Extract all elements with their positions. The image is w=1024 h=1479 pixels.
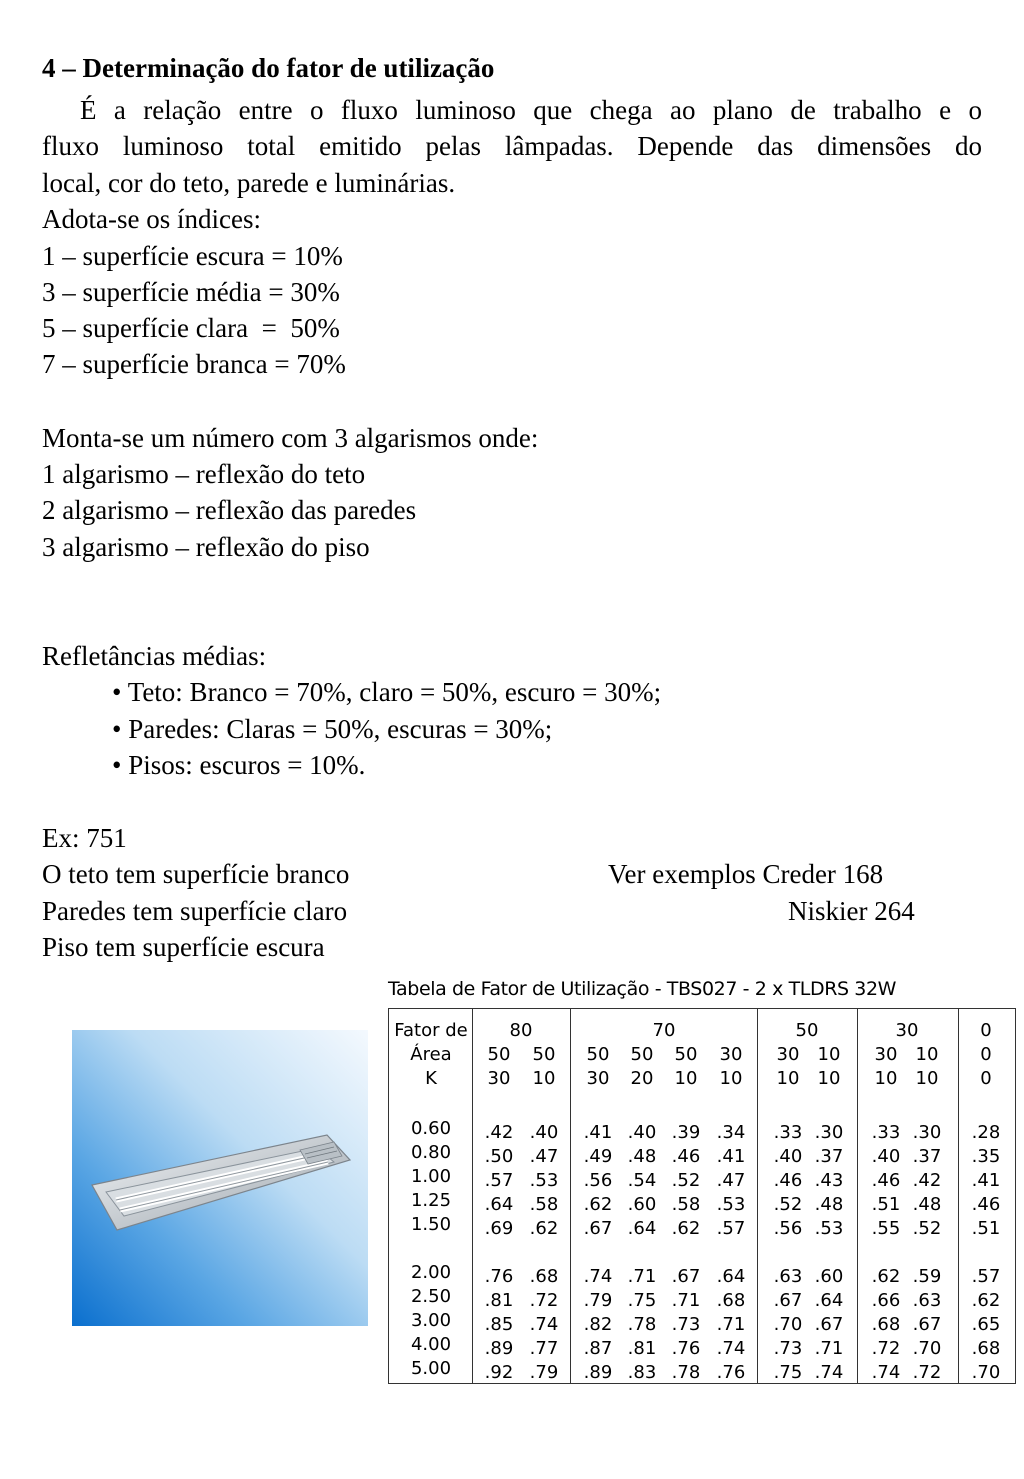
k-value: 4.00 bbox=[410, 1334, 452, 1355]
k-value: 0.60 bbox=[410, 1118, 452, 1139]
factor-value: .62 bbox=[529, 1218, 559, 1239]
factor-value: .46 bbox=[671, 1146, 701, 1167]
factor-value: .30 bbox=[814, 1122, 844, 1143]
header-floor-reflectance: 10 bbox=[674, 1068, 698, 1089]
factor-value: .42 bbox=[484, 1122, 514, 1143]
factor-value: .68 bbox=[716, 1290, 746, 1311]
factor-value: .47 bbox=[716, 1170, 746, 1191]
factor-value: .43 bbox=[814, 1170, 844, 1191]
header-floor-reflectance: 10 bbox=[532, 1068, 556, 1089]
factor-value: .51 bbox=[871, 1194, 901, 1215]
factor-value: .65 bbox=[971, 1314, 1001, 1335]
factor-value: .48 bbox=[627, 1146, 657, 1167]
k-value: 2.00 bbox=[410, 1262, 452, 1283]
header-wall-reflectance: 10 bbox=[915, 1044, 939, 1065]
factor-value: .67 bbox=[773, 1290, 803, 1311]
factor-value: .40 bbox=[627, 1122, 657, 1143]
factor-value: .89 bbox=[484, 1338, 514, 1359]
factor-value: .46 bbox=[773, 1170, 803, 1191]
factor-value: .52 bbox=[912, 1218, 942, 1239]
header-wall-reflectance: 30 bbox=[776, 1044, 800, 1065]
factor-value: .57 bbox=[484, 1170, 514, 1191]
column-divider bbox=[472, 1009, 473, 1383]
factor-value: .33 bbox=[773, 1122, 803, 1143]
factor-value: .73 bbox=[773, 1338, 803, 1359]
factor-value: .78 bbox=[671, 1362, 701, 1383]
factor-value: .83 bbox=[627, 1362, 657, 1383]
factor-value: .48 bbox=[912, 1194, 942, 1215]
intro-line-1: É a relação entre o fluxo luminoso que chega ao plano de trabalho e o bbox=[80, 95, 982, 125]
factor-value: .59 bbox=[912, 1266, 942, 1287]
factor-value: .60 bbox=[627, 1194, 657, 1215]
factor-value: .63 bbox=[773, 1266, 803, 1287]
header-wall-reflectance: 50 bbox=[532, 1044, 556, 1065]
header-floor-reflectance: 0 bbox=[980, 1068, 992, 1089]
reflectance-item: • Paredes: Claras = 50%, escuras = 30%; bbox=[112, 714, 553, 744]
column-divider bbox=[958, 1009, 959, 1383]
factor-value: .49 bbox=[583, 1146, 613, 1167]
factor-value: .52 bbox=[773, 1194, 803, 1215]
header-floor-reflectance: 20 bbox=[630, 1068, 654, 1089]
header-floor-reflectance: 10 bbox=[874, 1068, 898, 1089]
factor-value: .71 bbox=[627, 1266, 657, 1287]
factor-value: .41 bbox=[583, 1122, 613, 1143]
factor-value: .74 bbox=[529, 1314, 559, 1335]
factor-value: .58 bbox=[671, 1194, 701, 1215]
k-value: 5.00 bbox=[410, 1358, 452, 1379]
example-title: Ex: 751 bbox=[42, 823, 127, 853]
factor-value: .35 bbox=[971, 1146, 1001, 1167]
index-item: 7 – superfície branca = 70% bbox=[42, 349, 346, 379]
factor-value: .73 bbox=[671, 1314, 701, 1335]
factor-value: .62 bbox=[671, 1218, 701, 1239]
factor-value: .53 bbox=[716, 1194, 746, 1215]
factor-value: .30 bbox=[912, 1122, 942, 1143]
factor-value: .53 bbox=[529, 1170, 559, 1191]
header-label: Área bbox=[410, 1044, 452, 1065]
luminaire-illustration bbox=[72, 1030, 368, 1326]
factor-value: .81 bbox=[627, 1338, 657, 1359]
k-value: 3.00 bbox=[410, 1310, 452, 1331]
factor-value: .66 bbox=[871, 1290, 901, 1311]
utilization-factor-table bbox=[388, 1008, 1016, 1384]
k-value: 1.50 bbox=[410, 1214, 452, 1235]
header-ceiling-reflectance: 50 bbox=[795, 1020, 819, 1041]
factor-value: .89 bbox=[583, 1362, 613, 1383]
factor-value: .41 bbox=[716, 1146, 746, 1167]
factor-value: .71 bbox=[716, 1314, 746, 1335]
header-ceiling-reflectance: 0 bbox=[980, 1020, 992, 1041]
digit-item: 2 algarismo – reflexão das paredes bbox=[42, 495, 417, 525]
factor-value: .54 bbox=[627, 1170, 657, 1191]
section-heading: 4 – Determinação do fator de utilização bbox=[42, 53, 495, 83]
intro-line-3: local, cor do teto, parede e luminárias. bbox=[42, 168, 456, 198]
index-item: 5 – superfície clara = 50% bbox=[42, 313, 340, 343]
reflectance-item: • Teto: Branco = 70%, claro = 50%, escuro = 30%; bbox=[112, 677, 662, 707]
factor-value: .70 bbox=[773, 1314, 803, 1335]
factor-value: .34 bbox=[716, 1122, 746, 1143]
factor-value: .57 bbox=[716, 1218, 746, 1239]
column-divider bbox=[857, 1009, 858, 1383]
header-wall-reflectance: 0 bbox=[980, 1044, 992, 1065]
factor-value: .74 bbox=[814, 1362, 844, 1383]
digit-item: 3 algarismo – reflexão do piso bbox=[42, 532, 370, 562]
factor-value: .64 bbox=[627, 1218, 657, 1239]
column-divider bbox=[570, 1009, 571, 1383]
factor-value: .41 bbox=[971, 1170, 1001, 1191]
factor-value: .68 bbox=[871, 1314, 901, 1335]
factor-value: .69 bbox=[484, 1218, 514, 1239]
header-wall-reflectance: 30 bbox=[874, 1044, 898, 1065]
factor-value: .46 bbox=[971, 1194, 1001, 1215]
factor-value: .58 bbox=[529, 1194, 559, 1215]
k-value: 2.50 bbox=[410, 1286, 452, 1307]
header-floor-reflectance: 10 bbox=[817, 1068, 841, 1089]
factor-value: .75 bbox=[627, 1290, 657, 1311]
header-wall-reflectance: 50 bbox=[487, 1044, 511, 1065]
factor-value: .92 bbox=[484, 1362, 514, 1383]
factor-value: .62 bbox=[971, 1290, 1001, 1311]
factor-value: .52 bbox=[671, 1170, 701, 1191]
header-wall-reflectance: 50 bbox=[630, 1044, 654, 1065]
factor-value: .42 bbox=[912, 1170, 942, 1191]
factor-value: .75 bbox=[773, 1362, 803, 1383]
factor-value: .70 bbox=[971, 1362, 1001, 1383]
reflectance-item: • Pisos: escuros = 10%. bbox=[112, 750, 366, 780]
header-floor-reflectance: 30 bbox=[487, 1068, 511, 1089]
factor-value: .76 bbox=[671, 1338, 701, 1359]
factor-value: .77 bbox=[529, 1338, 559, 1359]
factor-value: .47 bbox=[529, 1146, 559, 1167]
factor-value: .78 bbox=[627, 1314, 657, 1335]
factor-value: .82 bbox=[583, 1314, 613, 1335]
factor-value: .72 bbox=[912, 1362, 942, 1383]
factor-value: .60 bbox=[814, 1266, 844, 1287]
factor-value: .51 bbox=[971, 1218, 1001, 1239]
factor-value: .62 bbox=[583, 1194, 613, 1215]
example-line: Paredes tem superfície claro bbox=[42, 896, 348, 926]
factor-value: .74 bbox=[583, 1266, 613, 1287]
header-floor-reflectance: 10 bbox=[776, 1068, 800, 1089]
column-divider bbox=[757, 1009, 758, 1383]
factor-value: .71 bbox=[814, 1338, 844, 1359]
factor-value: .63 bbox=[912, 1290, 942, 1311]
index-item: 3 – superfície média = 30% bbox=[42, 277, 340, 307]
factor-value: .28 bbox=[971, 1122, 1001, 1143]
factor-value: .37 bbox=[814, 1146, 844, 1167]
factor-value: .72 bbox=[871, 1338, 901, 1359]
factor-value: .74 bbox=[871, 1362, 901, 1383]
factor-value: .67 bbox=[912, 1314, 942, 1335]
intro-line-2: fluxo luminoso total emitido pelas lâmpadas. Depende das dimensões do bbox=[42, 131, 982, 161]
factor-value: .40 bbox=[529, 1122, 559, 1143]
factor-value: .68 bbox=[529, 1266, 559, 1287]
k-value: 0.80 bbox=[410, 1142, 452, 1163]
factor-value: .40 bbox=[871, 1146, 901, 1167]
factor-value: .40 bbox=[773, 1146, 803, 1167]
factor-value: .67 bbox=[671, 1266, 701, 1287]
factor-value: .55 bbox=[871, 1218, 901, 1239]
factor-value: .87 bbox=[583, 1338, 613, 1359]
factor-value: .50 bbox=[484, 1146, 514, 1167]
factor-value: .71 bbox=[671, 1290, 701, 1311]
factor-value: .56 bbox=[583, 1170, 613, 1191]
header-ceiling-reflectance: 80 bbox=[509, 1020, 533, 1041]
header-wall-reflectance: 50 bbox=[586, 1044, 610, 1065]
factor-value: .56 bbox=[773, 1218, 803, 1239]
factor-value: .67 bbox=[814, 1314, 844, 1335]
factor-value: .64 bbox=[716, 1266, 746, 1287]
factor-value: .79 bbox=[583, 1290, 613, 1311]
header-floor-reflectance: 30 bbox=[586, 1068, 610, 1089]
header-wall-reflectance: 30 bbox=[719, 1044, 743, 1065]
factor-value: .85 bbox=[484, 1314, 514, 1335]
header-floor-reflectance: 10 bbox=[915, 1068, 939, 1089]
reflectances-title: Refletâncias médias: bbox=[42, 641, 267, 671]
factor-value: .76 bbox=[484, 1266, 514, 1287]
factor-value: .64 bbox=[814, 1290, 844, 1311]
factor-value: .74 bbox=[716, 1338, 746, 1359]
example-line: Piso tem superfície escura bbox=[42, 932, 325, 962]
luminaire-photo bbox=[72, 1030, 368, 1326]
header-wall-reflectance: 10 bbox=[817, 1044, 841, 1065]
header-label: Fator de bbox=[394, 1020, 468, 1041]
example-line: O teto tem superfície branco bbox=[42, 859, 350, 889]
header-floor-reflectance: 10 bbox=[719, 1068, 743, 1089]
header-ceiling-reflectance: 30 bbox=[895, 1020, 919, 1041]
table-caption: Tabela de Fator de Utilização - TBS027 - 2 x TLDRS 32W bbox=[388, 978, 897, 1000]
factor-value: .76 bbox=[716, 1362, 746, 1383]
factor-value: .46 bbox=[871, 1170, 901, 1191]
reference-niskier: Niskier 264 bbox=[788, 896, 915, 926]
k-value: 1.00 bbox=[410, 1166, 452, 1187]
header-ceiling-reflectance: 70 bbox=[652, 1020, 676, 1041]
factor-value: .68 bbox=[971, 1338, 1001, 1359]
factor-value: .67 bbox=[583, 1218, 613, 1239]
factor-value: .81 bbox=[484, 1290, 514, 1311]
factor-value: .57 bbox=[971, 1266, 1001, 1287]
factor-value: .48 bbox=[814, 1194, 844, 1215]
k-value: 1.25 bbox=[410, 1190, 452, 1211]
digit-item: 1 algarismo – reflexão do teto bbox=[42, 459, 366, 489]
factor-value: .64 bbox=[484, 1194, 514, 1215]
factor-value: .79 bbox=[529, 1362, 559, 1383]
factor-value: .39 bbox=[671, 1122, 701, 1143]
header-wall-reflectance: 50 bbox=[674, 1044, 698, 1065]
factor-value: .70 bbox=[912, 1338, 942, 1359]
index-item: 1 – superfície escura = 10% bbox=[42, 241, 343, 271]
factor-value: .72 bbox=[529, 1290, 559, 1311]
factor-value: .53 bbox=[814, 1218, 844, 1239]
digits-title: Monta-se um número com 3 algarismos onde: bbox=[42, 423, 539, 453]
factor-value: .62 bbox=[871, 1266, 901, 1287]
reference-creder: Ver exemplos Creder 168 bbox=[608, 859, 884, 889]
header-label: K bbox=[425, 1068, 437, 1089]
factor-value: .33 bbox=[871, 1122, 901, 1143]
indices-title: Adota-se os índices: bbox=[42, 204, 261, 234]
factor-value: .37 bbox=[912, 1146, 942, 1167]
